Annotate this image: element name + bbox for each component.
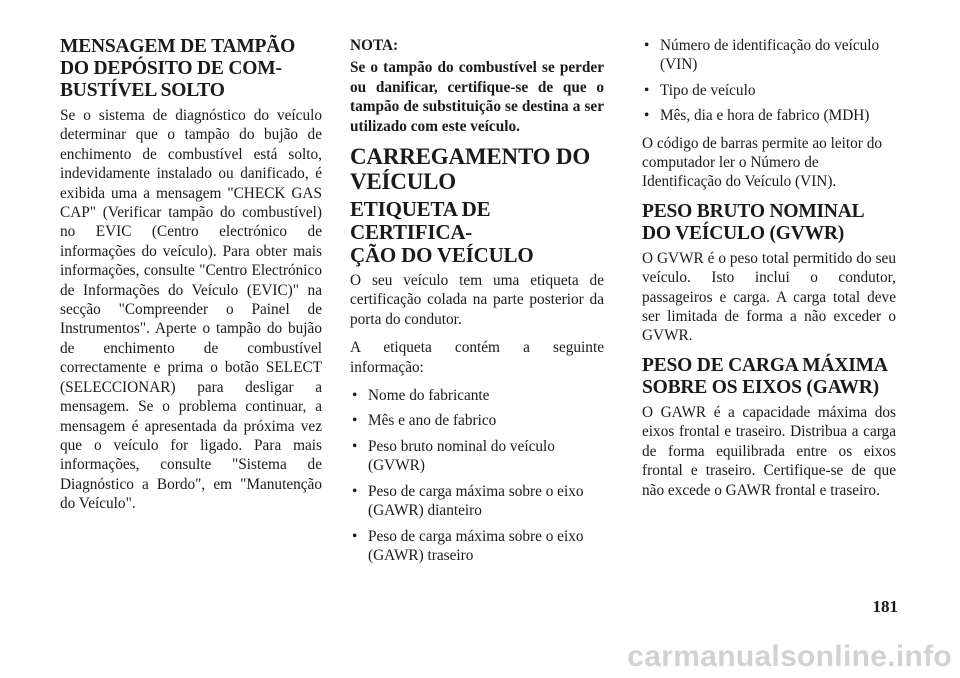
column-left <box>60 36 322 523</box>
heading-line: ETIQUETA DE CERTIFICA- <box>350 197 491 245</box>
certification-paragraph: O seu veículo tem uma etiqueta de certificação colada na parte posterior da porta do condutor. <box>350 272 604 328</box>
heading-line: PESO BRUTO NOMINAL <box>642 200 865 222</box>
bullet-icon: • <box>352 437 358 455</box>
list-item <box>350 482 604 521</box>
heading-line: VEÍCULO <box>350 169 456 195</box>
label-info-list-continued <box>642 36 896 126</box>
note-title: NOTA: <box>350 37 399 54</box>
barcode-paragraph: O código de barras permite ao leitor do computador ler o Número de Identificação do Veículo (VIN). <box>642 134 882 191</box>
heading-line: DO DEPÓSITO DE COM- <box>60 58 282 79</box>
bullet-icon: • <box>352 482 358 500</box>
gawr-paragraph: O GAWR é a capacidade máxima dos eixos frontal e traseiro. Distribua a carga de forma equilibrada entre os eixos frontal e traseiro. Certifique-se de que não excede o GAWR frontal e traseiro. <box>642 403 896 499</box>
list-item-text: Número de identificação do veículo (VIN) <box>660 37 880 74</box>
list-item-text: Mês e ano de fabrico <box>368 412 497 430</box>
list-item <box>642 36 896 75</box>
note-body: Se o tampão do combustível se perder ou danificar, certifique-se de que o tampão de substituição se destina a ser utilizado com este veículo. <box>350 59 604 135</box>
list-item-text: Peso de carga máxima sobre o eixo (GAWR) dianteiro <box>368 482 584 520</box>
heading-line: PESO DE CARGA MÁXIMA <box>642 354 888 376</box>
list-item <box>350 411 604 430</box>
section-heading-gawr <box>642 355 896 399</box>
list-item-text: Peso bruto nominal do veículo (GVWR) <box>368 437 555 475</box>
section-heading-gvwr <box>642 201 896 245</box>
heading-line: SOBRE OS EIXOS (GAWR) <box>642 376 879 398</box>
list-item <box>350 437 604 476</box>
label-info-list <box>350 386 604 565</box>
heading-line: CARREGAMENTO DO <box>350 144 591 170</box>
list-item <box>350 386 604 405</box>
heading-line: ÇÃO DO VEÍCULO <box>350 243 534 268</box>
fuel-cap-paragraph: Se o sistema de diagnóstico do veículo determinar que o tampão do bujão de enchimento de combustível está solto, indevidamente instalado ou danificado, é exibida uma a mensagem "CHECK GAS CAP" (Verificar tampão do combustível) no EVIC (Centro electrónico de informações do veículo). Para obter mais informações, consulte "Centro Electrónico de Informações do Veículo (EVIC)" na secção "Compreender o Painel de Instrumentos". Aperte o tampão do bujão de enchimento de combustível correctamente e prima o botão SELECT (SELECCIONAR) para desligar a mensagem. Se o problema continuar, a mensagem é apresentada da próxima vez que o veículo for ligado. Para mais informações, consulte "Sistema de Diagnóstico a Bordo", em "Manutenção do Veículo". <box>60 107 322 513</box>
list-item <box>642 106 896 125</box>
sub-heading-certification-label <box>350 198 604 267</box>
label-contents-paragraph: A etiqueta contém a seguinte informação: <box>350 339 604 376</box>
list-item-text: Tipo de veículo <box>660 81 756 99</box>
page-number: 181 <box>872 597 898 616</box>
heading-line: BUSTÍVEL SOLTO <box>60 80 225 101</box>
section-heading-vehicle-loading <box>350 144 604 194</box>
heading-line: DO VEÍCULO (GVWR) <box>642 222 845 244</box>
list-item-text: Mês, dia e hora de fabrico (MDH) <box>660 107 870 125</box>
list-item-text: Peso de carga máxima sobre o eixo (GAWR) traseiro <box>368 527 584 564</box>
list-item <box>350 527 604 566</box>
gvwr-paragraph: O GVWR é o peso total permitido do seu veículo. Isto inclui o condutor, passageiros e carga. A carga total deve ser limitada de forma a não exceder o GVWR. <box>642 249 896 345</box>
column-middle <box>350 36 604 573</box>
bullet-icon: • <box>352 412 358 430</box>
list-item <box>642 81 896 100</box>
list-item-text: Nome do fabricante <box>368 387 490 405</box>
bullet-icon: • <box>644 37 650 54</box>
section-heading-fuel-cap <box>60 36 322 102</box>
bullet-icon: • <box>644 107 650 125</box>
watermark: carmanualsonline.info <box>627 640 952 673</box>
bullet-icon: • <box>644 81 650 99</box>
bullet-icon: • <box>352 527 358 545</box>
column-right <box>642 36 896 509</box>
heading-line: MENSAGEM DE TAMPÃO <box>60 36 296 57</box>
bullet-icon: • <box>352 387 358 405</box>
